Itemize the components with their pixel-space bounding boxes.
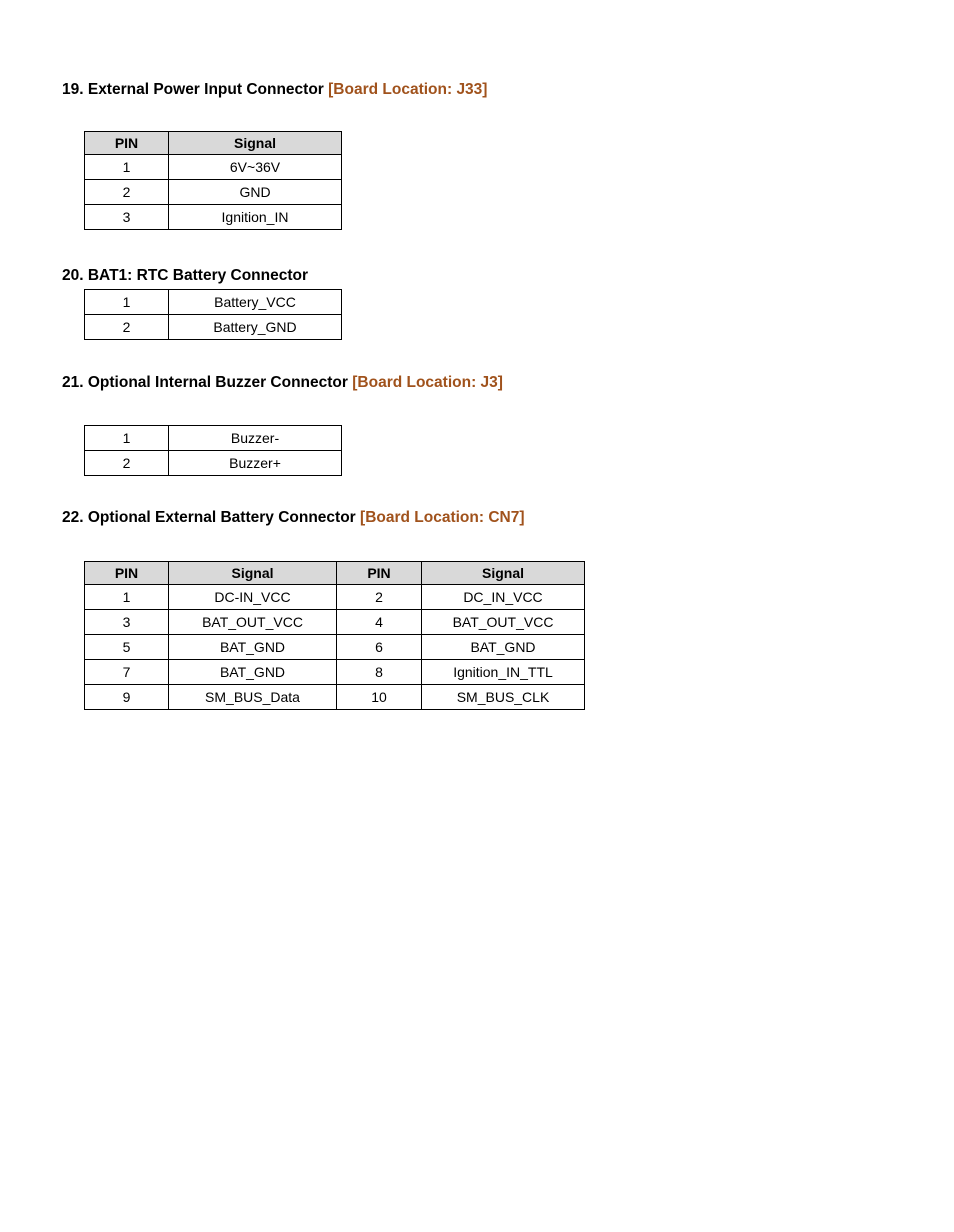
pin-cell: 1 <box>85 155 169 180</box>
section-19-title <box>62 81 487 99</box>
signal-cell: Ignition_IN <box>169 205 342 230</box>
table-row <box>85 585 585 610</box>
column-header-signal: Signal <box>422 562 585 585</box>
pin-cell: 5 <box>85 635 169 660</box>
pin-cell: 2 <box>85 180 169 205</box>
signal-cell: Battery_GND <box>169 315 342 340</box>
table-row <box>85 290 342 315</box>
signal-cell: SM_BUS_CLK <box>422 685 585 710</box>
column-header-pin: PIN <box>85 562 169 585</box>
table-header-row <box>85 132 342 155</box>
table-row <box>85 610 585 635</box>
table-row <box>85 180 342 205</box>
pin-cell: 3 <box>85 610 169 635</box>
signal-cell: SM_BUS_Data <box>169 685 337 710</box>
signal-cell: BAT_OUT_VCC <box>422 610 585 635</box>
section-19-title-text: 19. External Power Input Connector <box>62 81 324 98</box>
pin-cell: 2 <box>337 585 422 610</box>
section-22-title-text: 22. Optional External Battery Connector <box>62 509 356 526</box>
table-row <box>85 685 585 710</box>
table-row <box>85 426 342 451</box>
external-battery-pin-table <box>84 561 585 710</box>
pin-cell: 1 <box>85 585 169 610</box>
table-row <box>85 155 342 180</box>
pin-cell: 8 <box>337 660 422 685</box>
pin-cell: 6 <box>337 635 422 660</box>
section-21-board-location: [Board Location: J3] <box>352 374 503 391</box>
pin-cell: 4 <box>337 610 422 635</box>
table-row <box>85 205 342 230</box>
signal-cell: BAT_GND <box>422 635 585 660</box>
pin-cell: 10 <box>337 685 422 710</box>
signal-cell: Ignition_IN_TTL <box>422 660 585 685</box>
section-19-board-location: [Board Location: J33] <box>328 81 488 98</box>
external-power-pin-table <box>84 131 342 230</box>
signal-cell: Buzzer- <box>169 426 342 451</box>
signal-cell: BAT_GND <box>169 635 337 660</box>
pin-cell: 9 <box>85 685 169 710</box>
pin-cell: 1 <box>85 426 169 451</box>
rtc-battery-pin-table <box>84 289 342 340</box>
table-header-row <box>85 562 585 585</box>
buzzer-pin-table <box>84 425 342 476</box>
signal-cell: BAT_GND <box>169 660 337 685</box>
pin-cell: 1 <box>85 290 169 315</box>
section-22-board-location: [Board Location: CN7] <box>360 509 525 526</box>
pin-cell: 7 <box>85 660 169 685</box>
section-21-title <box>62 374 503 392</box>
column-header-signal: Signal <box>169 562 337 585</box>
section-21-title-text: 21. Optional Internal Buzzer Connector <box>62 374 348 391</box>
signal-cell: BAT_OUT_VCC <box>169 610 337 635</box>
table-row <box>85 451 342 476</box>
table-row <box>85 315 342 340</box>
signal-cell: Buzzer+ <box>169 451 342 476</box>
table-row <box>85 660 585 685</box>
pin-cell: 3 <box>85 205 169 230</box>
pin-cell: 2 <box>85 451 169 476</box>
signal-cell: GND <box>169 180 342 205</box>
signal-cell: DC-IN_VCC <box>169 585 337 610</box>
column-header-pin: PIN <box>85 132 169 155</box>
column-header-signal: Signal <box>169 132 342 155</box>
signal-cell: DC_IN_VCC <box>422 585 585 610</box>
pin-cell: 2 <box>85 315 169 340</box>
column-header-pin: PIN <box>337 562 422 585</box>
section-20-title <box>62 267 308 285</box>
table-row <box>85 635 585 660</box>
section-22-title <box>62 509 525 527</box>
signal-cell: 6V~36V <box>169 155 342 180</box>
signal-cell: Battery_VCC <box>169 290 342 315</box>
section-20-title-text: 20. BAT1: RTC Battery Connector <box>62 267 309 284</box>
